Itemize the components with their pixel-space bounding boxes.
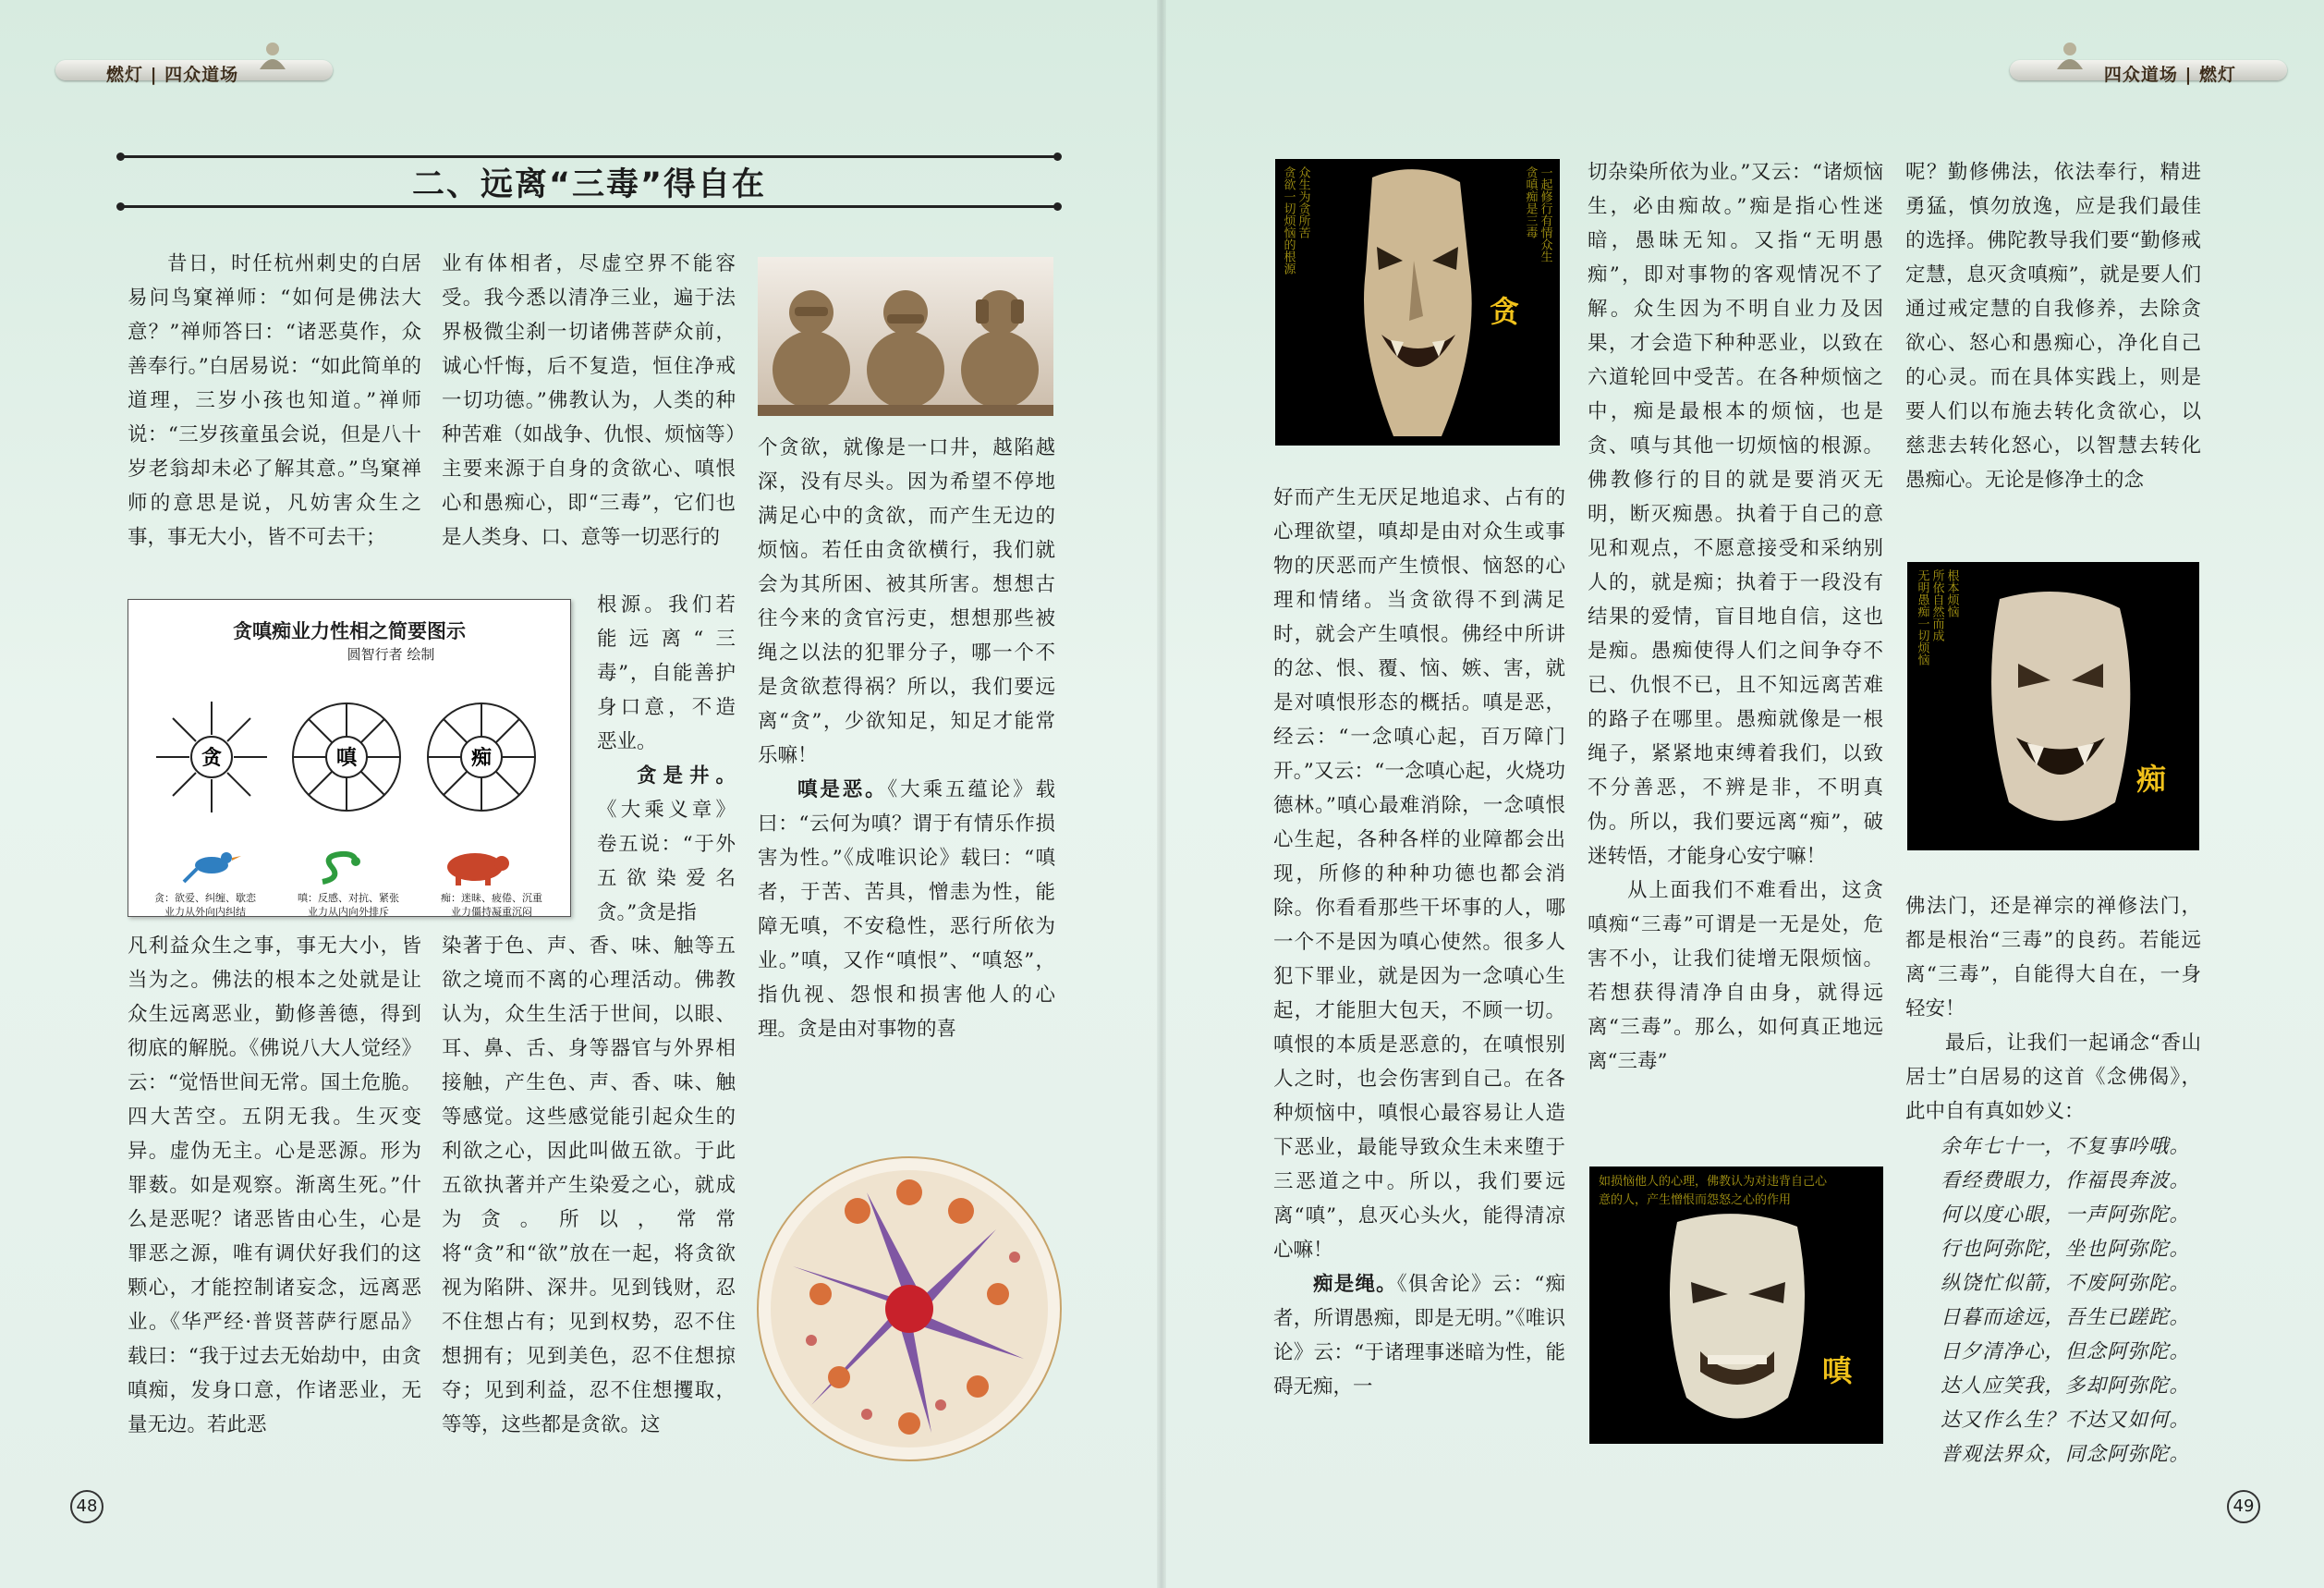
right-col3-top — [1905, 155, 2201, 497]
page-gutter — [1157, 0, 1166, 1588]
paragraph: 佛法门，还是禅宗的禅修法门，都是根治“三毒”的良药。若能远离“三毒”，自能得大自在，一身轻安！ — [1905, 895, 2201, 1020]
caption-chen: 嗔：反感、对抗、紧张 业力从内向外排斥 — [298, 892, 399, 918]
running-header-left — [55, 51, 333, 86]
animal-illustrations — [165, 845, 535, 889]
buddha-ornament-icon — [2051, 38, 2088, 75]
page-number-left: 48 — [70, 1490, 103, 1523]
poison-circles — [128, 665, 570, 849]
paragraph: 昔日，时任杭州刺史的白居易问鸟窠禅师：“如何是佛法大意？”禅师答曰：“诸恶莫作，众善奉行。”白居易说：“如此简单的道理，三岁小孩也知道。”禅师说：“三岁孩童虽会说，但是八十岁老翁却未必了解其意。”鸟窠禅师的意思是说，凡妨害众生之事，事无大小，皆不可去干； — [128, 252, 421, 549]
caption-chi: 痴：迷昧、疲倦、沉重 业力僵持凝重沉闷 — [441, 892, 542, 918]
poem-line: 达人应笑我，多却阿弥陀。 — [1941, 1374, 2191, 1398]
left-col3 — [758, 431, 1055, 1046]
buddha-ornament-icon — [254, 38, 291, 75]
svg-text:一起修行有情众生: 一起修行有情众生 — [1538, 166, 1552, 263]
svg-text:无明愚痴一切烦恼: 无明愚痴一切烦恼 — [1915, 569, 1929, 666]
pig-icon — [447, 853, 509, 886]
circle-label-chen: 嗔 — [335, 747, 358, 770]
caption-tan: 贪：欲爱、纠缠、歇恋 业力从外向内纠结 — [154, 892, 256, 918]
poem-line: 日暮而途远，吾生已蹉跎。 — [1941, 1306, 2191, 1329]
poem-line: 看经费眼力，作福畏奔波。 — [1941, 1169, 2191, 1192]
poem-line: 纵饶忙似箭，不废阿弥陀。 — [1941, 1272, 2191, 1295]
poem-line: 达又作么生？不达又如何。 — [1941, 1409, 2191, 1432]
poem-line: 何以度心眼，一声阿弥陀。 — [1941, 1203, 2191, 1227]
nianfo-poem — [1941, 1130, 2208, 1472]
section-head-tan: 贪是井。 — [637, 764, 736, 788]
paragraph: 切杂染所依为业。”又云：“诸烦恼生，必由痴故。”痴是指心性迷暗，愚昧无知。又指“无明愚痴”，即对事物的客观情况不了解。众生因为不明自业力及因果，才会造下种种恶业，以致在六道轮回中受苦。在各种烦恼之中，痴是最根本的烦恼，也是贪、嗔与其他一切烦恼的根源。佛教修行的目的就是要消灭无明，断灭痴愚。执着于自己的意见和观点，不愿意接受和采纳别人的，就是痴；执着于一段没有结果的爱情，盲目地自信，这也是痴。愚痴使得人们之间争夺不已、仇恨不已，且不知远离苦难的路子在哪里。愚痴就像是一根绳子，紧紧地束缚着我们，以致不分善恶，不辨是非，不明真伪。所以，我们要远离“痴”，破迷转悟，才能身心安宁嘛！ — [1588, 161, 1883, 868]
three-poisons-diagram — [128, 599, 571, 917]
svg-text:意的人，产生憎恨而怨怒之心的作用: 意的人，产生憎恨而怨怒之心的作用 — [1599, 1193, 1792, 1207]
mask-label-tan: 贪 — [1490, 294, 1520, 329]
three-monk-statues-photo — [758, 257, 1053, 416]
paragraph: 个贪欲，就像是一口井，越陷越深，没有尽头。因为希望不停地满足心中的贪欲，而产生无边的烦恼。若任由贪欲横行，我们就会为其所困、被其所害。想想古往今来的贪官污吏，想想那些被绳之以法的犯罪分子，哪一个不是贪欲惹得祸？所以，我们要远离“贪”，少欲知足，知足才能常乐嘛！ — [758, 436, 1055, 767]
section-head-chen: 嗔是恶。 — [797, 778, 888, 801]
paragraph: 最后，让我们一起诵念“香山居士”白居易的这首《念佛偈》，此中自有真如妙义： — [1905, 1032, 2201, 1123]
page-number-right: 49 — [2227, 1490, 2260, 1523]
ignorance-mask-photo — [1907, 562, 2199, 850]
mask-label-chi: 痴 — [2136, 762, 2167, 797]
title-rule-bottom — [120, 205, 1058, 208]
greed-mask-photo — [1275, 159, 1560, 446]
anger-mask-photo — [1589, 1167, 1883, 1444]
svg-text:如损恼他人的心理，佛教认为对违背自己心: 如损恼他人的心理，佛教认为对违背自己心 — [1599, 1175, 1828, 1189]
paragraph: 《大乘义章》卷五说：“于外五欲染爱名贪。”贪是指 — [597, 799, 736, 924]
left-col2-top — [442, 247, 736, 555]
paragraph: 好而产生无厌足地追求、占有的心理欲望，嗔却是由对众生或事物的厌恶而产生愤恨、恼怒的心理和情绪。当贪欲得不到满足时，就会产生嗔恨。佛经中所讲的忿、恨、覆、恼、嫉、害，就是对嗔恨形态的概括。嗔是恶，经云：“一念嗔心起，百万障门开。”又云：“一念嗔心起，火烧功德林。”嗔心最难消除，一念嗔恨心生起，各种各样的业障都会出现，所修的种种功德也都会消除。你看看那些干坏事的人，哪一个不是因为嗔心使然。很多人犯下罪业，就是因为一念嗔心生起，才能胆大包天，不顾一切。嗔恨的本质是恶意的，在嗔恨别人之时，也会伤害到自己。在各种烦恼中，嗔恨心最容易让人造下恶业，最能导致众生未来堕于三恶道之中。所以，我们要远离“嗔”，息灭心头火，能得清凉心嘛！ — [1273, 486, 1565, 1262]
bird-icon — [184, 852, 241, 882]
svg-text:众生为贪所苦: 众生为贪所苦 — [1296, 166, 1310, 238]
poem-line: 余年七十一，不复事吟哦。 — [1941, 1135, 2191, 1158]
paragraph: 业有体相者，尽虚空界不能容受。我今悉以清净三业，遍于法界极微尘刹一切诸佛菩萨众前，诚心忏悔，后不复造，恒住净戒一切功德。”佛教认为，人类的种种苦难（如战争、仇恨、烦恼等）主要来源于自身的贪欲心、嗔恨心和愚痴心，即“三毒”，它们也是人类身、口、意等一切恶行的 — [442, 252, 736, 549]
svg-text:贪欲一切烦恼的根源: 贪欲一切烦恼的根源 — [1281, 166, 1296, 275]
running-header-right — [2010, 51, 2287, 86]
paragraph: 根源。我们若能远离“三毒”，自能善护身口意，不造恶业。 — [597, 593, 736, 753]
wheel-of-life-mandala — [756, 1155, 1063, 1462]
paragraph: 呢？勤修佛法，依法奉行，精进勇猛，慎勿放逸，应是我们最佳的选择。佛陀教导我们要“勤修戒定慧，息灭贪嗔痴”，就是要人们通过戒定慧的自我修养，去除贪欲心、怒心和愚痴心，净化自己的心灵。而在具体实践上，则是要人们以布施去转化贪欲心，以慈悲去转化怒心，以智慧去转化愚痴心。无论是修净土的念 — [1905, 161, 2201, 492]
paragraph: 《俱舍论》云：“痴者，所谓愚痴，即是无明。”《唯识论》云：“于诸理事迷暗为性，能碍无痴，一 — [1273, 1273, 1565, 1399]
paragraph: 染著于色、声、香、味、触等五欲之境而不离的心理活动。佛教认为，众生生活于世间，以眼、耳、鼻、舌、身等器官与外界相接触，产生色、声、香、味、触等感觉。这些感觉能引起众生的利欲之心，因此叫做五欲。于此五欲执著并产生染爱之心，就成为贪。所以，常常将“贪”和“欲”放在一起，将贪欲视为陷阱、深井。见到钱财，忍不住想占有；见到权势，忍不住想拥有；见到美色，忍不住想掠夺；见到利益，忍不住想攫取，等等，这些都是贪欲。这 — [442, 934, 736, 1436]
diagram-subtitle: 圆智行者 绘制 — [347, 646, 435, 663]
poem-line: 行也阿弥陀，坐也阿弥陀。 — [1941, 1238, 2191, 1261]
title-rule-top — [120, 155, 1058, 158]
mask-label-chen: 嗔 — [1822, 1353, 1853, 1388]
svg-text:根本烦恼: 根本烦恼 — [1944, 569, 1959, 617]
article-title: 二、远离“三毒”得自在 — [411, 166, 766, 203]
paragraph: 《大乘五蕴论》载曰：“云何为嗔？谓于有情乐作损害为性。”《成唯识论》载曰：“嗔者，于苦、苦具，憎恚为性，能障无嗔，不安稳性，恶行所依为业。”嗔，又作“嗔恨”、“嗔怒”，指仇视、怨恨和损害他人的心理。贪是由对事物的喜 — [758, 778, 1055, 1041]
svg-text:贪嗔痴是三毒: 贪嗔痴是三毒 — [1523, 166, 1538, 238]
snake-icon — [322, 854, 360, 882]
header-right-text: 四众道场 | 燃灯 — [2103, 65, 2236, 85]
left-col1-bottom — [128, 929, 421, 1442]
circle-label-chi: 痴 — [470, 747, 493, 770]
svg-text:所依自然而成: 所依自然而成 — [1929, 569, 1944, 641]
left-col2-mid — [597, 588, 736, 930]
paragraph: 凡利益众生之事，事无大小，皆当为之。佛法的根本之处就是让众生远离恶业，勤修善德，得到彻底的解脱。《佛说八大人觉经》云：“觉悟世间无常。国土危脆。四大苦空。五阴无我。生灭变异。虚伪无主。心是恶源。形为罪薮。如是观察。渐离生死。”什么是恶呢？诸恶皆由心生，心是罪恶之源，唯有调伏好我们的这颗心，才能控制诸妄念，远离恶业。《华严经·普贤菩萨行愿品》载曰：“我于过去无始劫中，由贪嗔痴，发身口意，作诸恶业，无量无边。若此恶 — [128, 934, 421, 1436]
right-col2 — [1588, 155, 1883, 1079]
right-col3-bottom — [1905, 889, 2201, 1129]
right-col1 — [1273, 481, 1565, 1404]
diagram-title: 贪嗔痴业力性相之简要图示 — [233, 620, 466, 642]
left-col2-bottom — [442, 929, 736, 1442]
poem-line: 日夕清净心，但念阿弥陀。 — [1941, 1340, 2191, 1363]
section-head-chi: 痴是绳。 — [1313, 1273, 1397, 1296]
paragraph: 从上面我们不难看出，这贪嗔痴“三毒”可谓是一无是处，危害不小，让我们徒增无限烦恼。若想获得清净自由身，就得远离“三毒”。那么，如何真正地远离“三毒” — [1588, 879, 1883, 1073]
poem-line: 普观法界众，同念阿弥陀。 — [1941, 1443, 2191, 1466]
left-col1-top — [128, 247, 421, 555]
circle-label-tan: 贪 — [201, 747, 223, 770]
header-left-text: 燃灯 | 四众道场 — [106, 65, 239, 85]
